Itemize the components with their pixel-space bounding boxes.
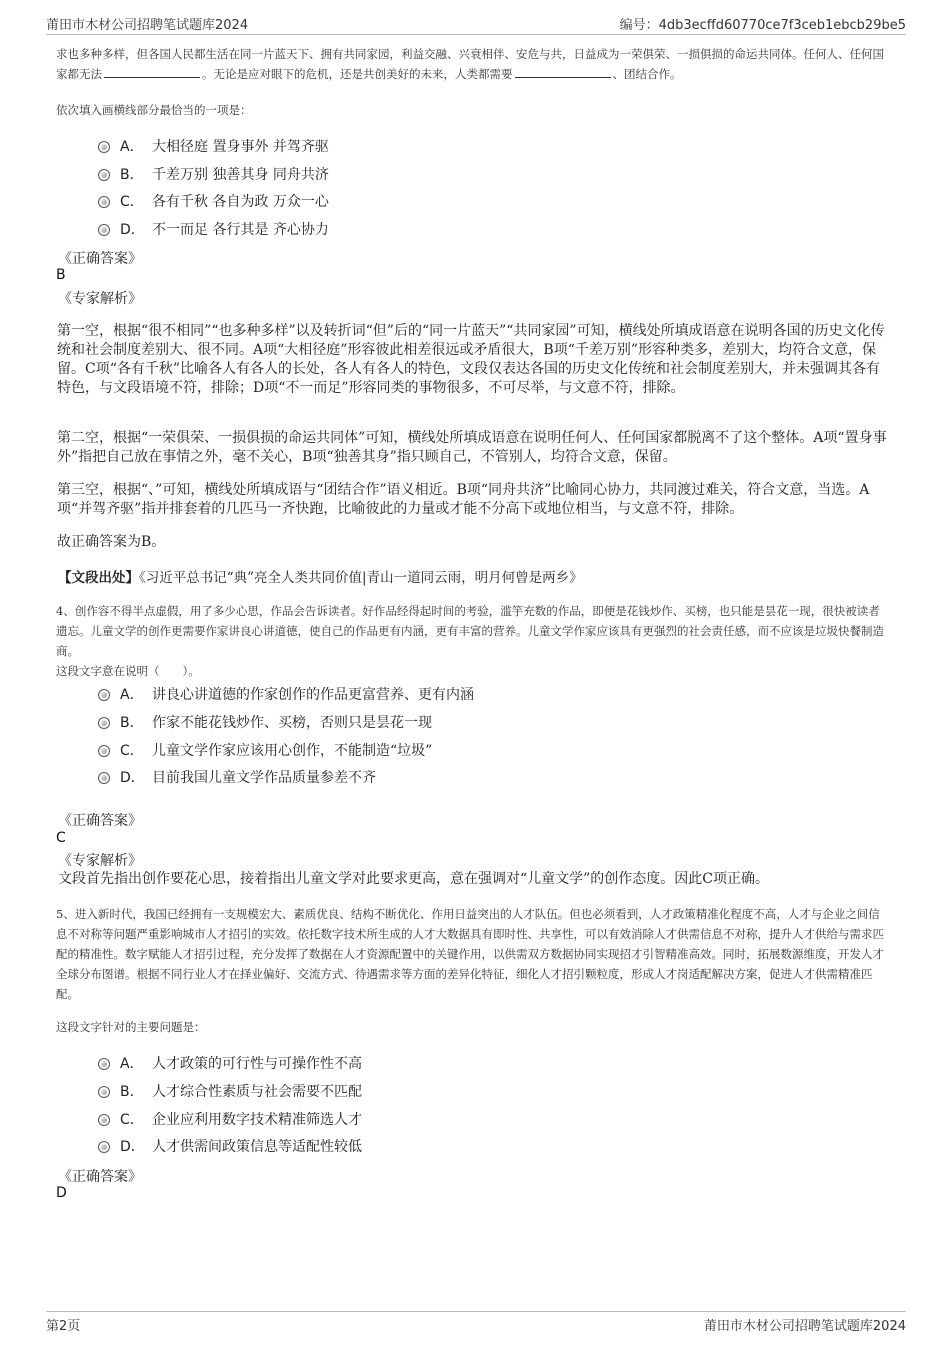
q4-option-a[interactable]: A． 讲良心讲道德的作家创作的作品更富营养、更有内涵 <box>98 684 474 704</box>
q4-answer-label: 《正确答案》 <box>58 813 142 829</box>
radio-icon[interactable] <box>98 1141 110 1153</box>
q4-analysis-label: 《专家解析》 <box>58 853 142 869</box>
q3-source: 【文段出处】《习近平总书记“典”亮全人类共同价值|青山一道同云雨，明月何曾是两乡》 <box>58 570 583 586</box>
q3-analysis-label: 《专家解析》 <box>58 291 142 307</box>
q3-option-b[interactable]: B． 千差万别 独善其身 同舟共济 <box>98 164 329 184</box>
q4-stem: 4、创作容不得半点虚假，用了多少心思，作品会告诉读者。好作品经得起时间的考验，滥竽充数的作品，即便是花钱炒作、买榜，也只能是昙花一现，很快被读者遗忘。儿童文学的创作更需要作家讲良心讲道德，使自己的作品更有内涵，更有丰富的营养。儿童文学作家应该具有更强烈的社会责任感，而不应该是垃圾快餐制造商。 <box>56 604 884 658</box>
fill-blank-1 <box>104 65 200 78</box>
radio-icon[interactable] <box>98 141 110 153</box>
radio-icon[interactable] <box>98 745 110 757</box>
radio-icon[interactable] <box>98 689 110 701</box>
radio-icon[interactable] <box>98 717 110 729</box>
q3-prompt: 依次填入画横线部分最恰当的一项是： <box>56 103 252 117</box>
q3-conclusion: 故正确答案为B。 <box>57 534 166 550</box>
header-doc-id: 编号：4db3ecffd60770ce7f3ceb1ebcb29be5 <box>619 18 906 33</box>
fill-blank-2 <box>515 65 611 78</box>
q5-option-a[interactable]: A． 人才政策的可行性与可操作性不高 <box>98 1053 362 1073</box>
q4-option-b[interactable]: B． 作家不能花钱炒作、买榜，否则只是昙花一现 <box>98 712 432 732</box>
page-number: 第2页 <box>46 1319 81 1334</box>
q5-option-b[interactable]: B． 人才综合性素质与社会需要不匹配 <box>98 1081 362 1101</box>
radio-icon[interactable] <box>98 1086 110 1098</box>
footer-title: 莆田市木材公司招聘笔试题库2024 <box>703 1319 906 1334</box>
radio-icon[interactable] <box>98 224 110 236</box>
q4-option-c[interactable]: C． 儿童文学作家应该用心创作，不能制造“垃圾” <box>98 740 432 760</box>
q5-stem: 5、进入新时代，我国已经拥有一支规模宏大、素质优良、结构不断优化、作用日益突出的人才队伍。但也必须看到，人才政策精准化程度不高，人才与企业之间信息不对称等问题严重影响城市人才招引的实效。依托数字技术所生成的人才大数据具有即时性、共享性，可以有效消除人才供需信息不对称，提升人才供给与需求匹配的精准性。数字赋能人才招引过程，充分发挥了数据在人才资源配置中的关键作用，以供需双方数据协同实现招才引智精准高效。同时，拓展数源维度，开发人才全球分布图谱。根据不同行业人才在择业偏好、交流方式、待遇需求等方面的差异化特征，细化人才招引颗粒度，形成人才岗适配解决方案，促进人才供需精准匹配。 <box>56 907 884 1001</box>
radio-icon[interactable] <box>98 1058 110 1070</box>
page-footer <box>46 1311 906 1334</box>
q5-answer-label: 《正确答案》 <box>58 1169 142 1185</box>
q4-analysis: 文段首先指出创作要花心思，接着指出儿童文学对此要求更高，意在强调对“儿童文学”的创作态度。因此C项正确。 <box>58 871 770 887</box>
radio-icon[interactable] <box>98 1114 110 1126</box>
header-title: 莆田市木材公司招聘笔试题库2024 <box>46 18 249 33</box>
q4-option-d[interactable]: D． 目前我国儿童文学作品质量参差不齐 <box>98 767 376 787</box>
q3-option-c[interactable]: C． 各有千秋 各自为政 万众一心 <box>98 191 329 211</box>
q5-option-c[interactable]: C． 企业应利用数字技术精准筛选人才 <box>98 1109 362 1129</box>
page-header <box>46 12 906 35</box>
q3-analysis-p1: 第一空，根据“很不相同”“也多种多样”以及转折词“但”后的“同一片蓝天”“共同家园”可知，横线处所填成语意在说明各国的历史文化传统和社会制度差别大、很不同。A项“大相径庭”形容彼此相差很远或矛盾很大，B项“千差万别”形容种类多，差别大，均符合文意，保留。C项“各有千秋”比喻各人有各人的长处，各人有各人的特色，文段仅表达各国的历史文化传统和社会制度差别大，并未强调其各有特色，与文段语境不符，排除；D项“不一而足”形容同类的事物很多，不可尽举，与文意不符，排除。 <box>57 323 885 396</box>
q3-answer: B <box>56 267 66 283</box>
q5-answer: D <box>56 1185 67 1201</box>
q3-option-d[interactable]: D． 不一而足 各行其是 齐心协力 <box>98 219 329 239</box>
q3-stem: 求也多种多样，但各国人民都生活在同一片蓝天下、拥有共同家园，利益交融、兴衰相伴、安危与共，日益成为一荣俱荣、一损俱损的命运共同体。任何人、任何国家都无法 。无论是应对眼下的危机，还是共创美好的未来，人类都需要 、团结合作。 <box>56 47 884 81</box>
q5-option-d[interactable]: D． 人才供需间政策信息等适配性较低 <box>98 1136 362 1156</box>
q3-analysis-p2: 第二空，根据“一荣俱荣、一损俱损的命运共同体”可知，横线处所填成语意在说明任何人、任何国家都脱离不了这个整体。A项“置身事外”指把自己放在事情之外，毫不关心，B项“独善其身”指只顾自己，不管别人，均符合文意，保留。 <box>57 430 887 465</box>
q3-analysis-p3: 第三空，根据“、”可知，横线处所填成语与“团结合作”语义相近。B项“同舟共济”比喻同心协力，共同渡过难关，符合文意，当选。A项“并驾齐驱”指并排套着的几匹马一齐快跑，比喻彼此的力量或才能不分高下或地位相当，与文意不符，排除。 <box>57 482 870 517</box>
q4-answer: C <box>56 830 66 846</box>
q4-prompt: 这段文字意在说明（ ）。 <box>56 664 200 678</box>
radio-icon[interactable] <box>98 169 110 181</box>
radio-icon[interactable] <box>98 196 110 208</box>
radio-icon[interactable] <box>98 772 110 784</box>
q5-prompt: 这段文字针对的主要问题是： <box>56 1020 206 1034</box>
q3-answer-label: 《正确答案》 <box>58 251 142 267</box>
q3-option-a[interactable]: A． 大相径庭 置身事外 并驾齐驱 <box>98 136 329 156</box>
